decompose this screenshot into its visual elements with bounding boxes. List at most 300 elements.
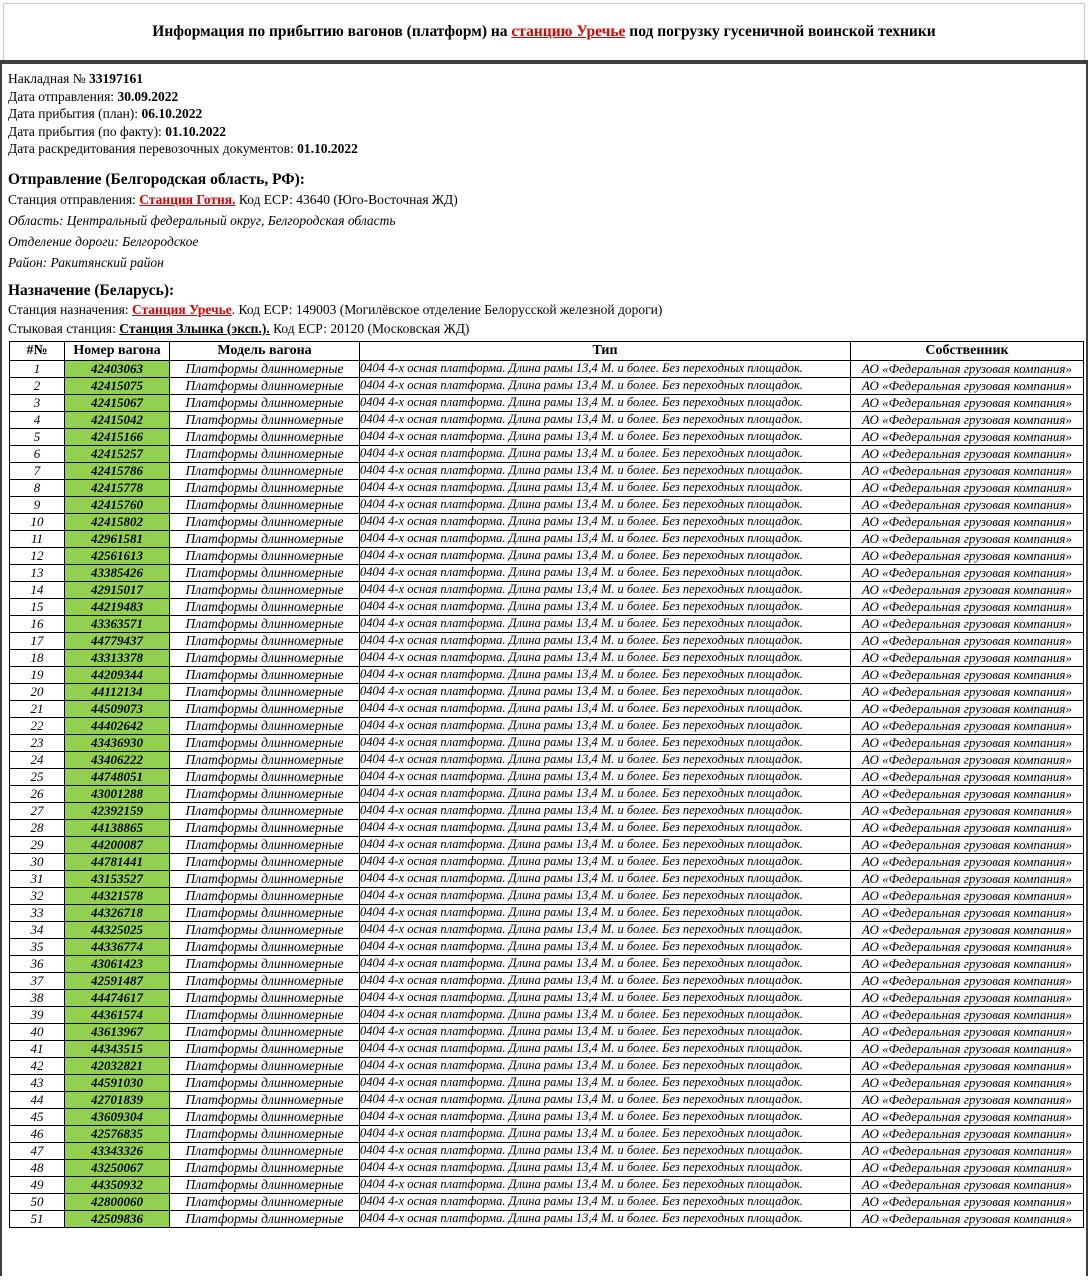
destination-section	[8, 281, 1086, 338]
wagon-type-cell: 0404 4-х осная платформа. Длина рамы 13,4 М. и более. Без переходных площадок.	[360, 598, 851, 615]
owner-cell: АО «Федеральная грузовая компания»	[851, 938, 1084, 955]
wagon-type-cell: 0404 4-х осная платформа. Длина рамы 13,4 М. и более. Без переходных площадок.	[360, 445, 851, 462]
table-row	[10, 972, 1084, 989]
waybill-label: Дата прибытия (по факту):	[8, 123, 166, 139]
owner-cell: АО «Федеральная грузовая компания»	[851, 1057, 1084, 1074]
table-row	[10, 513, 1084, 530]
wagon-number-cell: 42591487	[65, 972, 170, 989]
table-row	[10, 1210, 1084, 1227]
wagon-type-cell: 0404 4-х осная платформа. Длина рамы 13,4 М. и более. Без переходных площадок.	[360, 479, 851, 496]
wagon-number-cell: 43001288	[65, 785, 170, 802]
destination-station-label: Станция назначения:	[8, 301, 132, 317]
wagon-model-cell: Платформы длинномерные	[170, 394, 360, 411]
owner-cell: АО «Федеральная грузовая компания»	[851, 1210, 1084, 1227]
owner-cell: АО «Федеральная грузовая компания»	[851, 598, 1084, 615]
wagon-number-cell: 44112134	[65, 683, 170, 700]
waybill-value: 01.10.2022	[165, 123, 226, 139]
row-index-cell: 25	[10, 768, 65, 785]
table-row	[10, 462, 1084, 479]
wagon-number-cell: 43406222	[65, 751, 170, 768]
table-row	[10, 768, 1084, 785]
wagon-model-cell: Платформы длинномерные	[170, 1074, 360, 1091]
wagon-number-cell: 44402642	[65, 717, 170, 734]
wagon-type-cell: 0404 4-х осная платформа. Длина рамы 13,4 М. и более. Без переходных площадок.	[360, 972, 851, 989]
owner-cell: АО «Федеральная грузовая компания»	[851, 1176, 1084, 1193]
junction-station-link[interactable]: Станция Злынка (эксп.).	[119, 320, 270, 336]
owner-cell: АО «Федеральная грузовая компания»	[851, 530, 1084, 547]
owner-cell: АО «Федеральная грузовая компания»	[851, 564, 1084, 581]
wagon-number-cell: 42403063	[65, 360, 170, 377]
row-index-cell: 13	[10, 564, 65, 581]
wagon-number-cell: 42415075	[65, 377, 170, 394]
wagon-table	[9, 341, 1084, 1228]
owner-cell: АО «Федеральная грузовая компания»	[851, 870, 1084, 887]
wagon-type-cell: 0404 4-х осная платформа. Длина рамы 13,4 М. и более. Без переходных площадок.	[360, 717, 851, 734]
wagon-model-cell: Платформы длинномерные	[170, 1176, 360, 1193]
table-row	[10, 1074, 1084, 1091]
table-row	[10, 496, 1084, 513]
row-index-cell: 32	[10, 887, 65, 904]
wagon-type-cell: 0404 4-х осная платформа. Длина рамы 13,4 М. и более. Без переходных площадок.	[360, 428, 851, 445]
wagon-number-cell: 44138865	[65, 819, 170, 836]
owner-cell: АО «Федеральная грузовая компания»	[851, 360, 1084, 377]
destination-station-code: . Код ЕСР: 149003 (Могилёвское отделение Белорусской железной дороги)	[231, 301, 663, 317]
wagon-table-body	[10, 360, 1084, 1227]
owner-cell: АО «Федеральная грузовая компания»	[851, 649, 1084, 666]
wagon-model-cell: Платформы длинномерные	[170, 428, 360, 445]
row-index-cell: 30	[10, 853, 65, 870]
wagon-number-cell: 43613967	[65, 1023, 170, 1040]
row-index-cell: 9	[10, 496, 65, 513]
table-row	[10, 564, 1084, 581]
owner-cell: АО «Федеральная грузовая компания»	[851, 1125, 1084, 1142]
wagon-number-cell: 44779437	[65, 632, 170, 649]
owner-cell: АО «Федеральная грузовая компания»	[851, 615, 1084, 632]
row-index-cell: 24	[10, 751, 65, 768]
row-index-cell: 19	[10, 666, 65, 683]
header-wagon-model: Модель вагона	[170, 341, 360, 360]
row-index-cell: 34	[10, 921, 65, 938]
row-index-cell: 6	[10, 445, 65, 462]
wagon-type-cell: 0404 4-х осная платформа. Длина рамы 13,4 М. и более. Без переходных площадок.	[360, 1159, 851, 1176]
owner-cell: АО «Федеральная грузовая компания»	[851, 632, 1084, 649]
departure-station-line	[8, 189, 1086, 210]
wagon-number-cell: 42415802	[65, 513, 170, 530]
wagon-number-cell: 43061423	[65, 955, 170, 972]
header-row-index: #№	[10, 341, 65, 360]
row-index-cell: 41	[10, 1040, 65, 1057]
waybill-block	[8, 70, 1086, 158]
owner-cell: АО «Федеральная грузовая компания»	[851, 1193, 1084, 1210]
wagon-number-cell: 44209344	[65, 666, 170, 683]
wagon-model-cell: Платформы длинномерные	[170, 751, 360, 768]
wagon-type-cell: 0404 4-х осная платформа. Длина рамы 13,4 М. и более. Без переходных площадок.	[360, 649, 851, 666]
row-index-cell: 7	[10, 462, 65, 479]
owner-cell: АО «Федеральная грузовая компания»	[851, 1040, 1084, 1057]
wagon-model-cell: Платформы длинномерные	[170, 1091, 360, 1108]
table-row	[10, 683, 1084, 700]
row-index-cell: 2	[10, 377, 65, 394]
wagon-type-cell: 0404 4-х осная платформа. Длина рамы 13,4 М. и более. Без переходных площадок.	[360, 836, 851, 853]
wagon-number-cell: 44748051	[65, 768, 170, 785]
departure-station-label: Станция отправления:	[8, 191, 140, 207]
table-row	[10, 411, 1084, 428]
table-row	[10, 1108, 1084, 1125]
table-row	[10, 1142, 1084, 1159]
wagon-model-cell: Платформы длинномерные	[170, 802, 360, 819]
table-row	[10, 700, 1084, 717]
wagon-number-cell: 43313378	[65, 649, 170, 666]
table-row	[10, 717, 1084, 734]
owner-cell: АО «Федеральная грузовая компания»	[851, 1108, 1084, 1125]
row-index-cell: 28	[10, 819, 65, 836]
wagon-model-cell: Платформы длинномерные	[170, 496, 360, 513]
owner-cell: АО «Федеральная грузовая компания»	[851, 972, 1084, 989]
wagon-model-cell: Платформы длинномерные	[170, 887, 360, 904]
wagon-type-cell: 0404 4-х осная платформа. Длина рамы 13,4 М. и более. Без переходных площадок.	[360, 700, 851, 717]
row-index-cell: 35	[10, 938, 65, 955]
owner-cell: АО «Федеральная грузовая компания»	[851, 819, 1084, 836]
wagon-number-cell: 42415257	[65, 445, 170, 462]
wagon-model-cell: Платформы длинномерные	[170, 411, 360, 428]
row-index-cell: 42	[10, 1057, 65, 1074]
wagon-number-cell: 44781441	[65, 853, 170, 870]
owner-cell: АО «Федеральная грузовая компания»	[851, 462, 1084, 479]
wagon-number-cell: 42415786	[65, 462, 170, 479]
table-row	[10, 598, 1084, 615]
wagon-number-cell: 43609304	[65, 1108, 170, 1125]
row-index-cell: 50	[10, 1193, 65, 1210]
row-index-cell: 11	[10, 530, 65, 547]
waybill-number-line	[8, 70, 1086, 88]
owner-cell: АО «Федеральная грузовая компания»	[851, 428, 1084, 445]
wagon-type-cell: 0404 4-х осная платформа. Длина рамы 13,4 М. и более. Без переходных площадок.	[360, 853, 851, 870]
wagon-type-cell: 0404 4-х осная платформа. Длина рамы 13,4 М. и более. Без переходных площадок.	[360, 989, 851, 1006]
wagon-type-cell: 0404 4-х осная платформа. Длина рамы 13,4 М. и более. Без переходных площадок.	[360, 921, 851, 938]
table-row	[10, 530, 1084, 547]
wagon-number-cell: 44325025	[65, 921, 170, 938]
wagon-type-cell: 0404 4-х осная платформа. Длина рамы 13,4 М. и более. Без переходных площадок.	[360, 1125, 851, 1142]
wagon-type-cell: 0404 4-х осная платформа. Длина рамы 13,4 М. и более. Без переходных площадок.	[360, 394, 851, 411]
title-prefix: Информация по прибытию вагонов (платформ) на	[152, 23, 512, 40]
wagon-type-cell: 0404 4-х осная платформа. Длина рамы 13,4 М. и более. Без переходных площадок.	[360, 785, 851, 802]
wagon-model-cell: Платформы длинномерные	[170, 632, 360, 649]
row-index-cell: 51	[10, 1210, 65, 1227]
wagon-type-cell: 0404 4-х осная платформа. Длина рамы 13,4 М. и более. Без переходных площадок.	[360, 632, 851, 649]
wagon-type-cell: 0404 4-х осная платформа. Длина рамы 13,4 М. и более. Без переходных площадок.	[360, 751, 851, 768]
wagon-model-cell: Платформы длинномерные	[170, 1057, 360, 1074]
owner-cell: АО «Федеральная грузовая компания»	[851, 734, 1084, 751]
owner-cell: АО «Федеральная грузовая компания»	[851, 1159, 1084, 1176]
wagon-model-cell: Платформы длинномерные	[170, 462, 360, 479]
wagon-number-cell: 43436930	[65, 734, 170, 751]
wagon-number-cell: 42032821	[65, 1057, 170, 1074]
wagon-model-cell: Платформы длинномерные	[170, 1040, 360, 1057]
owner-cell: АО «Федеральная грузовая компания»	[851, 666, 1084, 683]
wagon-model-cell: Платформы длинномерные	[170, 683, 360, 700]
wagon-type-cell: 0404 4-х осная платформа. Длина рамы 13,4 М. и более. Без переходных площадок.	[360, 768, 851, 785]
row-index-cell: 14	[10, 581, 65, 598]
waybill-value: 01.10.2022	[297, 141, 358, 156]
table-header-row	[10, 341, 1084, 360]
wagon-model-cell: Платформы длинномерные	[170, 768, 360, 785]
wagon-type-cell: 0404 4-х осная платформа. Длина рамы 13,4 М. и более. Без переходных площадок.	[360, 904, 851, 921]
wagon-type-cell: 0404 4-х осная платформа. Длина рамы 13,4 М. и более. Без переходных площадок.	[360, 377, 851, 394]
table-row	[10, 836, 1084, 853]
owner-cell: АО «Федеральная грузовая компания»	[851, 921, 1084, 938]
departure-division-line: Отделение дороги: Белгородское	[8, 233, 199, 249]
wagon-number-cell: 43343326	[65, 1142, 170, 1159]
owner-cell: АО «Федеральная грузовая компания»	[851, 700, 1084, 717]
row-index-cell: 44	[10, 1091, 65, 1108]
row-index-cell: 12	[10, 547, 65, 564]
wagon-model-cell: Платформы длинномерные	[170, 445, 360, 462]
waybill-value: 33197161	[88, 71, 143, 86]
table-row	[10, 938, 1084, 955]
wagon-type-cell: 0404 4-х осная платформа. Длина рамы 13,4 М. и более. Без переходных площадок.	[360, 1108, 851, 1125]
wagon-type-cell: 0404 4-х осная платформа. Длина рамы 13,4 М. и более. Без переходных площадок.	[360, 360, 851, 377]
wagon-number-cell: 42915017	[65, 581, 170, 598]
table-row	[10, 632, 1084, 649]
wagon-model-cell: Платформы длинномерные	[170, 377, 360, 394]
owner-cell: АО «Федеральная грузовая компания»	[851, 445, 1084, 462]
table-row	[10, 989, 1084, 1006]
wagon-type-cell: 0404 4-х осная платформа. Длина рамы 13,4 М. и более. Без переходных площадок.	[360, 1091, 851, 1108]
row-index-cell: 46	[10, 1125, 65, 1142]
row-index-cell: 36	[10, 955, 65, 972]
row-index-cell: 5	[10, 428, 65, 445]
title-box	[3, 3, 1085, 60]
row-index-cell: 8	[10, 479, 65, 496]
owner-cell: АО «Федеральная грузовая компания»	[851, 1023, 1084, 1040]
waybill-label: Дата отправления:	[8, 88, 118, 104]
owner-cell: АО «Федеральная грузовая компания»	[851, 853, 1084, 870]
wagon-type-cell: 0404 4-х осная платформа. Длина рамы 13,4 М. и более. Без переходных площадок.	[360, 1210, 851, 1227]
wagon-model-cell: Платформы длинномерные	[170, 649, 360, 666]
page-title	[152, 23, 935, 41]
wagon-type-cell: 0404 4-х осная платформа. Длина рамы 13,4 М. и более. Без переходных площадок.	[360, 1074, 851, 1091]
owner-cell: АО «Федеральная грузовая компания»	[851, 479, 1084, 496]
table-row	[10, 1176, 1084, 1193]
table-row	[10, 1159, 1084, 1176]
wagon-number-cell: 42415778	[65, 479, 170, 496]
wagon-model-cell: Платформы длинномерные	[170, 547, 360, 564]
wagon-type-cell: 0404 4-х осная платформа. Длина рамы 13,4 М. и более. Без переходных площадок.	[360, 1023, 851, 1040]
wagon-model-cell: Платформы длинномерные	[170, 1142, 360, 1159]
junction-station-label: Стыковая станция:	[8, 320, 120, 336]
row-index-cell: 48	[10, 1159, 65, 1176]
wagon-number-cell: 44343515	[65, 1040, 170, 1057]
wagon-number-cell: 43250067	[65, 1159, 170, 1176]
owner-cell: АО «Федеральная грузовая компания»	[851, 785, 1084, 802]
table-row	[10, 479, 1084, 496]
table-row	[10, 955, 1084, 972]
row-index-cell: 39	[10, 1006, 65, 1023]
owner-cell: АО «Федеральная грузовая компания»	[851, 887, 1084, 904]
wagon-number-cell: 42415042	[65, 411, 170, 428]
wagon-number-cell: 42415067	[65, 394, 170, 411]
wagon-type-cell: 0404 4-х осная платформа. Длина рамы 13,4 М. и более. Без переходных площадок.	[360, 955, 851, 972]
wagon-number-cell: 42415760	[65, 496, 170, 513]
wagon-number-cell: 44200087	[65, 836, 170, 853]
row-index-cell: 20	[10, 683, 65, 700]
wagon-type-cell: 0404 4-х осная платформа. Длина рамы 13,4 М. и более. Без переходных площадок.	[360, 1142, 851, 1159]
wagon-number-cell: 44509073	[65, 700, 170, 717]
row-index-cell: 27	[10, 802, 65, 819]
table-row	[10, 360, 1084, 377]
owner-cell: АО «Федеральная грузовая компания»	[851, 836, 1084, 853]
departure-date-line	[8, 88, 1086, 106]
documents-release-line	[8, 140, 1086, 158]
wagon-number-cell: 44326718	[65, 904, 170, 921]
owner-cell: АО «Федеральная грузовая компания»	[851, 496, 1084, 513]
row-index-cell: 4	[10, 411, 65, 428]
owner-cell: АО «Федеральная грузовая компания»	[851, 394, 1084, 411]
wagon-number-cell: 42392159	[65, 802, 170, 819]
title-suffix: под погрузку гусеничной воинской техники	[625, 23, 936, 40]
row-index-cell: 15	[10, 598, 65, 615]
title-station-link[interactable]: станцию Уречье	[511, 23, 626, 40]
table-row	[10, 1040, 1084, 1057]
wagon-type-cell: 0404 4-х осная платформа. Длина рамы 13,4 М. и более. Без переходных площадок.	[360, 581, 851, 598]
wagon-model-cell: Платформы длинномерные	[170, 955, 360, 972]
wagon-model-cell: Платформы длинномерные	[170, 1159, 360, 1176]
row-index-cell: 29	[10, 836, 65, 853]
wagon-model-cell: Платформы длинномерные	[170, 615, 360, 632]
wagon-model-cell: Платформы длинномерные	[170, 904, 360, 921]
table-row	[10, 734, 1084, 751]
table-row	[10, 1057, 1084, 1074]
owner-cell: АО «Федеральная грузовая компания»	[851, 1142, 1084, 1159]
wagon-type-cell: 0404 4-х осная платформа. Длина рамы 13,4 М. и более. Без переходных площадок.	[360, 513, 851, 530]
wagon-model-cell: Платформы длинномерные	[170, 785, 360, 802]
wagon-model-cell: Платформы длинномерные	[170, 989, 360, 1006]
wagon-model-cell: Платформы длинномерные	[170, 598, 360, 615]
wagon-number-cell: 42576835	[65, 1125, 170, 1142]
waybill-label: Дата прибытия (план):	[8, 106, 142, 121]
junction-station-code: Код ЕСР: 20120 (Московская ЖД)	[269, 320, 470, 336]
table-row	[10, 1023, 1084, 1040]
waybill-value: 30.09.2022	[117, 88, 179, 104]
owner-cell: АО «Федеральная грузовая компания»	[851, 989, 1084, 1006]
wagon-model-cell: Платформы длинномерные	[170, 1108, 360, 1125]
owner-cell: АО «Федеральная грузовая компания»	[851, 717, 1084, 734]
wagon-model-cell: Платформы длинномерные	[170, 1210, 360, 1227]
wagon-model-cell: Платформы длинномерные	[170, 530, 360, 547]
wagon-model-cell: Платформы длинномерные	[170, 717, 360, 734]
wagon-type-cell: 0404 4-х осная платформа. Длина рамы 13,4 М. и более. Без переходных площадок.	[360, 683, 851, 700]
departure-section	[8, 170, 1086, 273]
wagon-model-cell: Платформы длинномерные	[170, 479, 360, 496]
waybill-label: Накладная №	[8, 71, 89, 86]
owner-cell: АО «Федеральная грузовая компания»	[851, 377, 1084, 394]
row-index-cell: 33	[10, 904, 65, 921]
document-body	[0, 60, 1088, 1276]
row-index-cell: 45	[10, 1108, 65, 1125]
wagon-model-cell: Платформы длинномерные	[170, 1125, 360, 1142]
header-owner: Собственник	[851, 341, 1084, 360]
wagon-model-cell: Платформы длинномерные	[170, 564, 360, 581]
destination-station-link[interactable]: Станция Уречье	[131, 301, 232, 317]
departure-station-code: Код ЕСР: 43640 (Юго-Восточная ЖД)	[235, 191, 458, 207]
wagon-number-cell: 42800060	[65, 1193, 170, 1210]
owner-cell: АО «Федеральная грузовая компания»	[851, 1091, 1084, 1108]
table-row	[10, 904, 1084, 921]
wagon-model-cell: Платформы длинномерные	[170, 700, 360, 717]
wagon-type-cell: 0404 4-х осная платформа. Длина рамы 13,4 М. и более. Без переходных площадок.	[360, 496, 851, 513]
departure-station-link[interactable]: Станция Готня.	[139, 191, 236, 207]
table-row	[10, 887, 1084, 904]
wagon-type-cell: 0404 4-х осная платформа. Длина рамы 13,4 М. и более. Без переходных площадок.	[360, 1040, 851, 1057]
row-index-cell: 47	[10, 1142, 65, 1159]
departure-heading: Отправление (Белгородская область, РФ):	[8, 170, 305, 188]
owner-cell: АО «Федеральная грузовая компания»	[851, 768, 1084, 785]
departure-district-line: Район: Ракитянский район	[8, 254, 164, 270]
row-index-cell: 18	[10, 649, 65, 666]
wagon-model-cell: Платформы длинномерные	[170, 734, 360, 751]
table-row	[10, 819, 1084, 836]
table-row	[10, 666, 1084, 683]
wagon-model-cell: Платформы длинномерные	[170, 836, 360, 853]
header-wagon-type: Тип	[360, 341, 851, 360]
owner-cell: АО «Федеральная грузовая компания»	[851, 1074, 1084, 1091]
wagon-number-cell: 42701839	[65, 1091, 170, 1108]
waybill-value: 06.10.2022	[141, 106, 203, 121]
destination-station-line	[8, 300, 1086, 319]
owner-cell: АО «Федеральная грузовая компания»	[851, 955, 1084, 972]
wagon-type-cell: 0404 4-х осная платформа. Длина рамы 13,4 М. и более. Без переходных площадок.	[360, 1057, 851, 1074]
row-index-cell: 40	[10, 1023, 65, 1040]
wagon-model-cell: Платформы длинномерные	[170, 1193, 360, 1210]
row-index-cell: 49	[10, 1176, 65, 1193]
wagon-number-cell: 42561613	[65, 547, 170, 564]
row-index-cell: 17	[10, 632, 65, 649]
owner-cell: АО «Федеральная грузовая компания»	[851, 547, 1084, 564]
table-row	[10, 1125, 1084, 1142]
wagon-type-cell: 0404 4-х осная платформа. Длина рамы 13,4 М. и более. Без переходных площадок.	[360, 411, 851, 428]
destination-heading: Назначение (Беларусь):	[8, 281, 175, 299]
table-row	[10, 1193, 1084, 1210]
departure-region-line: Область: Центральный федеральный округ, Белгородская область	[8, 212, 396, 228]
row-index-cell: 16	[10, 615, 65, 632]
waybill-label: Дата раскредитования перевозочных документов:	[8, 141, 298, 156]
row-index-cell: 22	[10, 717, 65, 734]
owner-cell: АО «Федеральная грузовая компания»	[851, 751, 1084, 768]
table-row	[10, 581, 1084, 598]
wagon-type-cell: 0404 4-х осная платформа. Длина рамы 13,4 М. и более. Без переходных площадок.	[360, 615, 851, 632]
wagon-model-cell: Платформы длинномерные	[170, 921, 360, 938]
wagon-number-cell: 44591030	[65, 1074, 170, 1091]
wagon-type-cell: 0404 4-х осная платформа. Длина рамы 13,4 М. и более. Без переходных площадок.	[360, 870, 851, 887]
wagon-type-cell: 0404 4-х осная платформа. Длина рамы 13,4 М. и более. Без переходных площадок.	[360, 734, 851, 751]
owner-cell: АО «Федеральная грузовая компания»	[851, 411, 1084, 428]
row-index-cell: 37	[10, 972, 65, 989]
table-row	[10, 870, 1084, 887]
wagon-model-cell: Платформы длинномерные	[170, 938, 360, 955]
owner-cell: АО «Федеральная грузовая компания»	[851, 1006, 1084, 1023]
table-row	[10, 785, 1084, 802]
wagon-number-cell: 42509836	[65, 1210, 170, 1227]
wagon-type-cell: 0404 4-х осная платформа. Длина рамы 13,4 М. и более. Без переходных площадок.	[360, 938, 851, 955]
row-index-cell: 1	[10, 360, 65, 377]
wagon-model-cell: Платформы длинномерные	[170, 581, 360, 598]
row-index-cell: 43	[10, 1074, 65, 1091]
table-row	[10, 1091, 1084, 1108]
wagon-number-cell: 43153527	[65, 870, 170, 887]
header-wagon-number: Номер вагона	[65, 341, 170, 360]
row-index-cell: 3	[10, 394, 65, 411]
wagon-number-cell: 43363571	[65, 615, 170, 632]
